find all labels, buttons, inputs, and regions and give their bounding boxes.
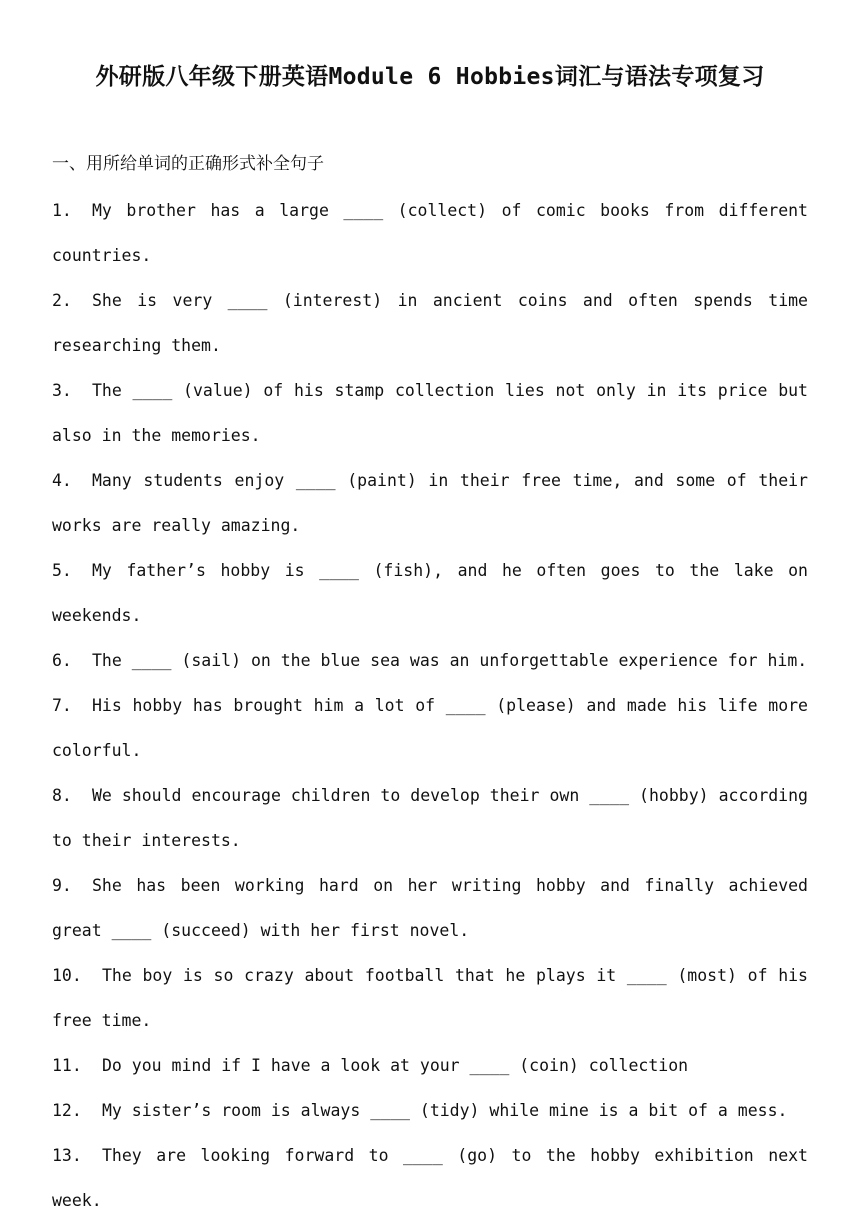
question-text: Do you mind if I have a look at your ____ (coin) collection xyxy=(102,1056,689,1075)
question-text: The ____ (sail) on the blue sea was an unforgettable experience for him. xyxy=(92,651,808,670)
question-item xyxy=(52,458,808,548)
question-text: We should encourage children to develop their own ____ (hobby) according to their interests. xyxy=(52,786,808,850)
question-number: 12. xyxy=(52,1101,82,1120)
question-item xyxy=(52,1043,808,1088)
question-item xyxy=(52,278,808,368)
page-title: 外研版八年级下册英语Module 6 Hobbies词汇与语法专项复习 xyxy=(95,64,765,90)
question-text: My father’s hobby is ____ (fish), and he often goes to the lake on weekends. xyxy=(52,561,808,625)
question-number: 1. xyxy=(52,201,72,220)
question-text: The boy is so crazy about football that he plays it ____ (most) of his free time. xyxy=(52,966,808,1030)
question-number: 5. xyxy=(52,561,72,580)
question-item xyxy=(52,548,808,638)
section-heading: 一、用所给单词的正确形式补全句子 xyxy=(52,154,324,174)
question-number: 11. xyxy=(52,1056,82,1075)
question-item xyxy=(52,368,808,458)
question-item xyxy=(52,188,808,278)
question-number: 9. xyxy=(52,876,72,895)
question-text: My brother has a large ____ (collect) of comic books from different countries. xyxy=(52,201,808,265)
question-item xyxy=(52,773,808,863)
question-item xyxy=(52,1088,808,1133)
question-item xyxy=(52,638,808,683)
question-number: 2. xyxy=(52,291,72,310)
question-number: 4. xyxy=(52,471,72,490)
question-item xyxy=(52,863,808,953)
question-number: 8. xyxy=(52,786,72,805)
question-text: They are looking forward to ____ (go) to the hobby exhibition next week. xyxy=(52,1146,808,1210)
question-text: The ____ (value) of his stamp collection lies not only in its price but also in the memories. xyxy=(52,381,808,445)
question-text: She is very ____ (interest) in ancient coins and often spends time researching them. xyxy=(52,291,808,355)
question-item xyxy=(52,953,808,1043)
question-text: His hobby has brought him a lot of ____ (please) and made his life more colorful. xyxy=(52,696,808,760)
question-item xyxy=(52,683,808,773)
question-item xyxy=(52,1133,808,1223)
question-text: She has been working hard on her writing hobby and finally achieved great ____ (succeed) with her first novel. xyxy=(52,876,808,940)
question-text: My sister’s room is always ____ (tidy) while mine is a bit of a mess. xyxy=(102,1101,788,1120)
question-number: 13. xyxy=(52,1146,82,1165)
question-number: 3. xyxy=(52,381,72,400)
question-number: 10. xyxy=(52,966,82,985)
question-text: Many students enjoy ____ (paint) in their free time, and some of their works are really amazing. xyxy=(52,471,808,535)
question-number: 6. xyxy=(52,651,72,670)
question-list xyxy=(52,188,808,1223)
question-number: 7. xyxy=(52,696,72,715)
